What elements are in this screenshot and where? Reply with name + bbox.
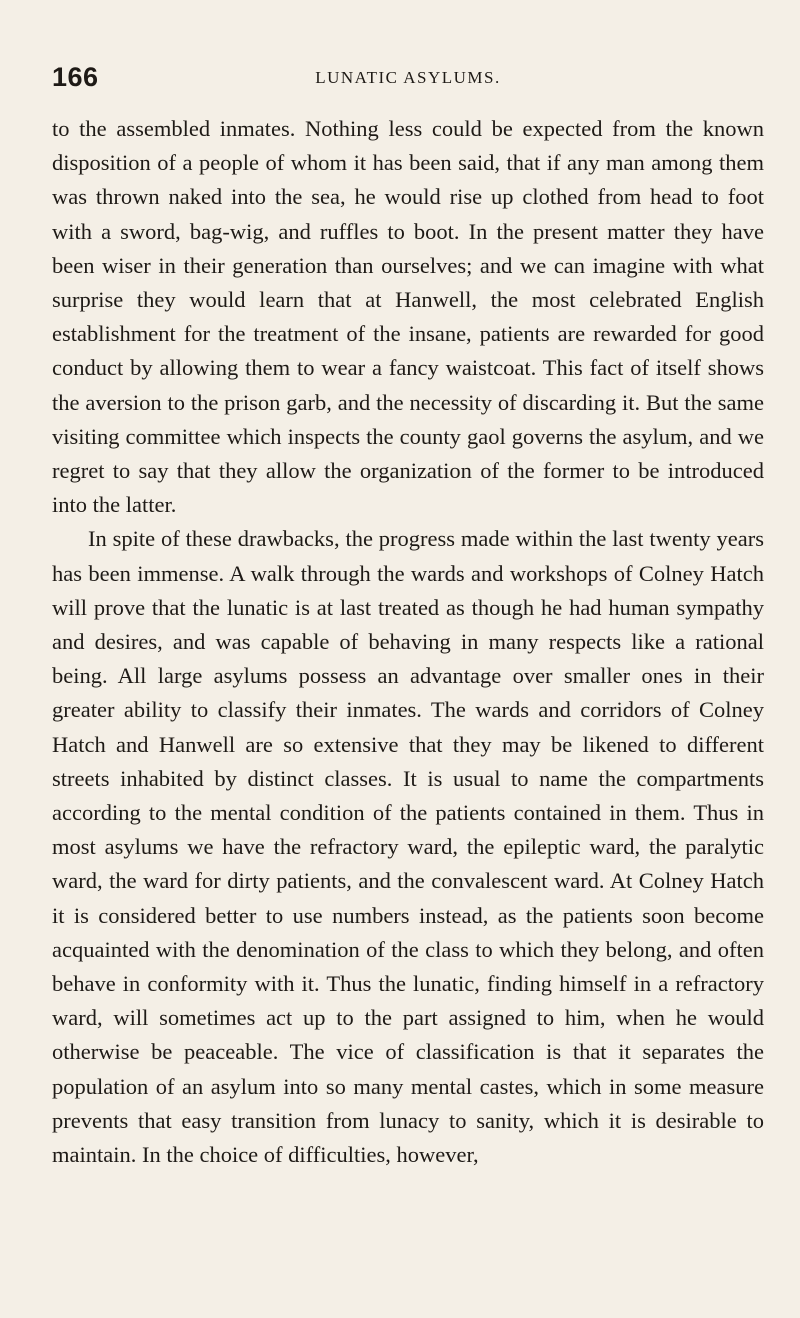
page-header [52,62,764,102]
paragraph: In spite of these drawbacks, the progress made within the last twenty years has been immense. A walk through the wards and workshops of Colney Hatch will prove that the lunatic is at last treated as though he had human sympathy and desires, and was capable of behaving in many respects like a rational being. All large asylums possess an advantage over smaller ones in their greater ability to classify their inmates. The wards and corridors of Colney Hatch and Hanwell are so extensive that they may be likened to different streets inhabited by distinct classes. It is usual to name the compartments according to the mental condition of the patients contained in them. Thus in most asylums we have the refractory ward, the epileptic ward, the paralytic ward, the ward for dirty patients, and the convalescent ward. At Colney Hatch it is considered better to use numbers instead, as the patients soon become acquainted with the denomination of the class to which they belong, and often behave in conformity with it. Thus the lunatic, finding himself in a refractory ward, will sometimes act up to the part assigned to him, when he would otherwise be peaceable. The vice of classification is that it separates the population of an asylum into so many mental castes, which in some measure prevents that easy transition from lunacy to sanity, which it is desirable to maintain. In the choice of difficulties, however, [52,526,764,1168]
running-head: LUNATIC ASYLUMS. [315,68,501,87]
body-text [52,112,764,1172]
page-number: 166 [52,62,99,92]
paragraph-continuation: to the assembled inmates. Nothing less could be expected from the known disposition of a people of whom it has been said, that if any man among them was thrown naked into the sea, he would rise up clothed from head to foot with a sword, bag-wig, and ruffles to boot. In the present matter they have been wiser in their generation than ourselves; and we can imagine with what surprise they would learn that at Hanwell, the most celebrated English establishment for the treatment of the insane, patients are rewarded for good conduct by allowing them to wear a fancy waistcoat. This fact of itself shows the aversion to the prison garb, and the necessity of discarding it. But the same visiting committee which inspects the county gaol governs the asylum, and we regret to say that they allow the organization of the former to be introduced into the latter. [52,116,764,518]
book-page [52,62,764,1172]
